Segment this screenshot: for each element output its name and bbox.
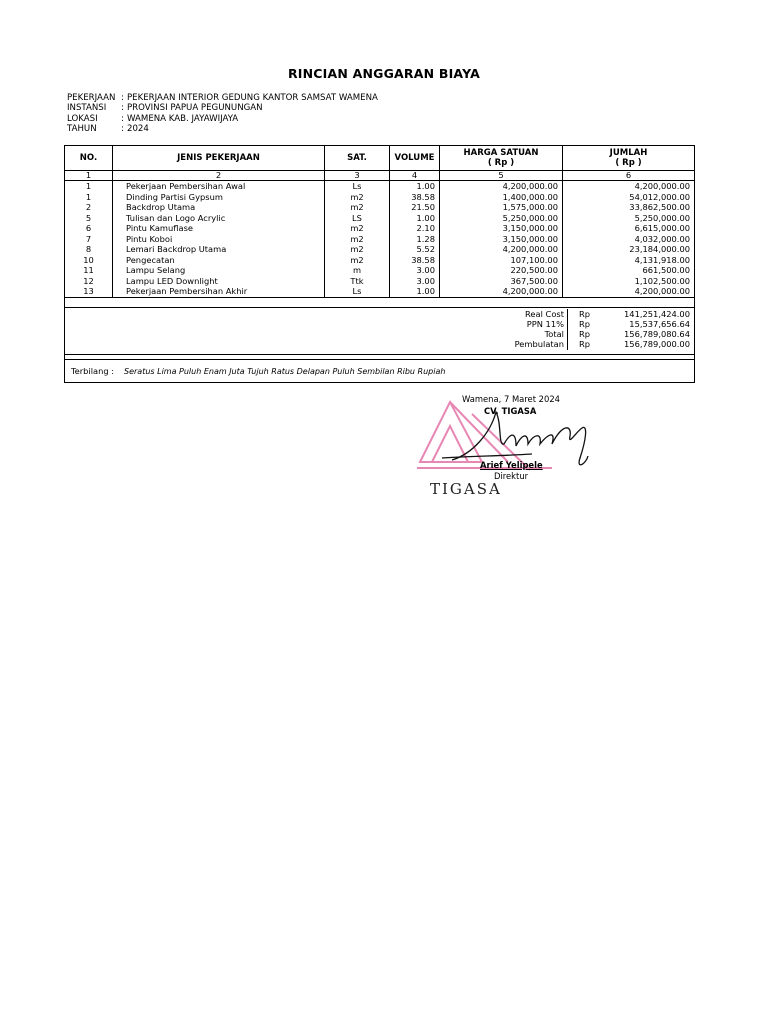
cell-sat: m2 — [325, 244, 390, 255]
cell-jenis: Tulisan dan Logo Acrylic — [113, 213, 325, 224]
total-currency: Rp — [578, 308, 590, 319]
total-value: 156,789,080.64 — [624, 329, 690, 340]
cell-jumlah: 4,200,000.00 — [563, 181, 695, 192]
cell-vol: 3.00 — [390, 276, 440, 287]
cell-jumlah: 4,032,000.00 — [563, 234, 695, 245]
table-row — [65, 213, 695, 224]
cell-jumlah: 661,500.00 — [563, 265, 695, 276]
table-row — [65, 276, 695, 287]
cell-vol: 1.00 — [390, 213, 440, 224]
header-sat: SAT. — [325, 146, 390, 171]
header-jumlah-label: JUMLAH — [609, 148, 648, 158]
info-value: WAMENA KAB. JAYAWIJAYA — [127, 113, 239, 124]
cell-jenis: Lampu LED Downlight — [113, 276, 325, 287]
info-row-tahun: TAHUN : 2024 — [67, 124, 149, 135]
terbilang-row — [65, 359, 695, 382]
cell-sat: LS — [325, 213, 390, 224]
cell-harga: 4,200,000.00 — [440, 244, 563, 255]
cell-no: 11 — [65, 265, 113, 276]
cell-jenis: Pekerjaan Pembersihan Akhir — [113, 286, 325, 297]
total-value: 156,789,000.00 — [624, 339, 690, 350]
total-value: 141,251,424.00 — [624, 308, 690, 319]
signature-block — [412, 384, 612, 499]
cell-vol: 38.58 — [390, 192, 440, 203]
table-row — [65, 202, 695, 213]
cell-vol: 38.58 — [390, 255, 440, 266]
signatory-name: Arief Yelipele — [480, 460, 543, 470]
table-row — [65, 181, 695, 192]
cell-jenis: Dinding Partisi Gypsum — [113, 192, 325, 203]
column-index-row — [65, 171, 695, 181]
column-index: 3 — [325, 171, 390, 181]
cell-sat: Ttk — [325, 276, 390, 287]
totals-row — [65, 307, 695, 354]
cell-sat: m2 — [325, 202, 390, 213]
cell-no: 7 — [65, 234, 113, 245]
header-jenis: JENIS PEKERJAAN — [113, 146, 325, 171]
total-label: Total — [544, 329, 564, 340]
cell-jenis: Lemari Backdrop Utama — [113, 244, 325, 255]
cost-table — [64, 145, 695, 383]
cell-harga: 1,575,000.00 — [440, 202, 563, 213]
cell-vol: 21.50 — [390, 202, 440, 213]
signature-place-date: Wamena, 7 Maret 2024 — [462, 394, 560, 404]
table-row — [65, 244, 695, 255]
header-no: NO. — [65, 146, 113, 171]
cell-jumlah: 23,184,000.00 — [563, 244, 695, 255]
info-label: INSTANSI — [67, 103, 107, 114]
total-label: Real Cost — [525, 308, 564, 319]
cell-harga: 367,500.00 — [440, 276, 563, 287]
cell-jumlah: 5,250,000.00 — [563, 213, 695, 224]
info-label: TAHUN — [67, 124, 97, 135]
info-row-pekerjaan: PEKERJAAN : PEKERJAAN INTERIOR GEDUNG KANTOR SAMSAT WAMENA — [67, 93, 378, 103]
total-value: 15,537,656.64 — [629, 318, 690, 329]
info-row-lokasi: LOKASI : WAMENA KAB. JAYAWIJAYA — [67, 113, 239, 124]
column-index: 6 — [563, 171, 695, 181]
column-index: 2 — [113, 171, 325, 181]
cell-jumlah: 1,102,500.00 — [563, 276, 695, 287]
cell-sat: m — [325, 265, 390, 276]
table-row — [65, 234, 695, 245]
total-currency: Rp — [578, 329, 590, 340]
totals-values — [590, 309, 690, 350]
cell-jumlah: 4,200,000.00 — [563, 286, 695, 297]
cell-vol: 1.00 — [390, 286, 440, 297]
handwritten-signature — [412, 384, 612, 499]
table-header-row — [65, 146, 695, 171]
cell-jenis: Lampu Selang — [113, 265, 325, 276]
cell-no: 8 — [65, 244, 113, 255]
cell-no: 13 — [65, 286, 113, 297]
terbilang-text: Seratus Lima Puluh Enam Juta Tujuh Ratus Delapan Puluh Sembilan Ribu Rupiah — [124, 366, 446, 376]
header-jumlah — [563, 146, 695, 171]
info-row-instansi: INSTANSI : PROVINSI PAPUA PEGUNUNGAN — [67, 103, 263, 114]
cell-jenis: Backdrop Utama — [113, 202, 325, 213]
signatory-role: Direktur — [494, 471, 529, 481]
cell-sat: m2 — [325, 192, 390, 203]
cell-no: 1 — [65, 192, 113, 203]
totals-labels — [494, 309, 568, 350]
cell-vol: 5.52 — [390, 244, 440, 255]
document-title: RINCIAN ANGGARAN BIAYA — [287, 66, 481, 81]
cell-harga: 3,150,000.00 — [440, 234, 563, 245]
totals-currency — [579, 309, 590, 350]
table-row — [65, 223, 695, 234]
cell-sat: m2 — [325, 255, 390, 266]
stamp-text: TIGASA — [430, 480, 502, 498]
cell-jenis: Pengecatan — [113, 255, 325, 266]
cell-vol: 1.28 — [390, 234, 440, 245]
total-label: PPN 11% — [526, 318, 564, 329]
cell-harga: 107,100.00 — [440, 255, 563, 266]
header-harga-label: HARGA SATUAN — [463, 148, 539, 158]
cell-jenis: Pekerjaan Pembersihan Awal — [113, 181, 325, 192]
cell-harga: 3,150,000.00 — [440, 223, 563, 234]
cell-sat: Ls — [325, 286, 390, 297]
cell-no: 10 — [65, 255, 113, 266]
table-row — [65, 255, 695, 266]
total-currency: Rp — [578, 318, 590, 329]
cell-harga: 4,200,000.00 — [440, 286, 563, 297]
cell-jumlah: 33,862,500.00 — [563, 202, 695, 213]
cell-harga: 4,200,000.00 — [440, 181, 563, 192]
info-value: PROVINSI PAPUA PEGUNUNGAN — [127, 103, 263, 114]
cell-vol: 2.10 — [390, 223, 440, 234]
info-value: PEKERJAAN INTERIOR GEDUNG KANTOR SAMSAT WAMENA — [127, 93, 378, 103]
terbilang-label: Terbilang : — [71, 365, 115, 376]
cell-vol: 3.00 — [390, 265, 440, 276]
header-volume: VOLUME — [390, 146, 440, 171]
spacer-row — [65, 297, 695, 307]
table-row — [65, 265, 695, 276]
header-harga — [440, 146, 563, 171]
column-index: 5 — [440, 171, 563, 181]
cell-jumlah: 4,131,918.00 — [563, 255, 695, 266]
header-harga-unit: ( Rp ) — [487, 158, 515, 168]
cell-no: 12 — [65, 276, 113, 287]
cell-harga: 5,250,000.00 — [440, 213, 563, 224]
cell-sat: m2 — [325, 223, 390, 234]
cell-no: 5 — [65, 213, 113, 224]
header-jumlah-unit: ( Rp ) — [615, 158, 642, 168]
column-index: 4 — [390, 171, 440, 181]
cell-harga: 220,500.00 — [440, 265, 563, 276]
cell-sat: m2 — [325, 234, 390, 245]
cell-jumlah: 54,012,000.00 — [563, 192, 695, 203]
cell-jenis: Pintu Kamuflase — [113, 223, 325, 234]
total-label: Pembulatan — [514, 339, 564, 350]
cell-no: 2 — [65, 202, 113, 213]
cell-jenis: Pintu Koboi — [113, 234, 325, 245]
info-label: PEKERJAAN — [67, 93, 116, 103]
project-info — [67, 93, 378, 135]
info-label: LOKASI — [67, 113, 98, 124]
cell-jumlah: 6,615,000.00 — [563, 223, 695, 234]
signature-company: CV. TIGASA — [484, 406, 537, 416]
cell-no: 1 — [65, 181, 113, 192]
column-index: 1 — [65, 171, 113, 181]
cell-vol: 1.00 — [390, 181, 440, 192]
table-row — [65, 192, 695, 203]
cell-harga: 1,400,000.00 — [440, 192, 563, 203]
cell-no: 6 — [65, 223, 113, 234]
info-value: 2024 — [127, 124, 149, 135]
table-row — [65, 286, 695, 297]
cell-sat: Ls — [325, 181, 390, 192]
total-currency: Rp — [578, 339, 590, 350]
